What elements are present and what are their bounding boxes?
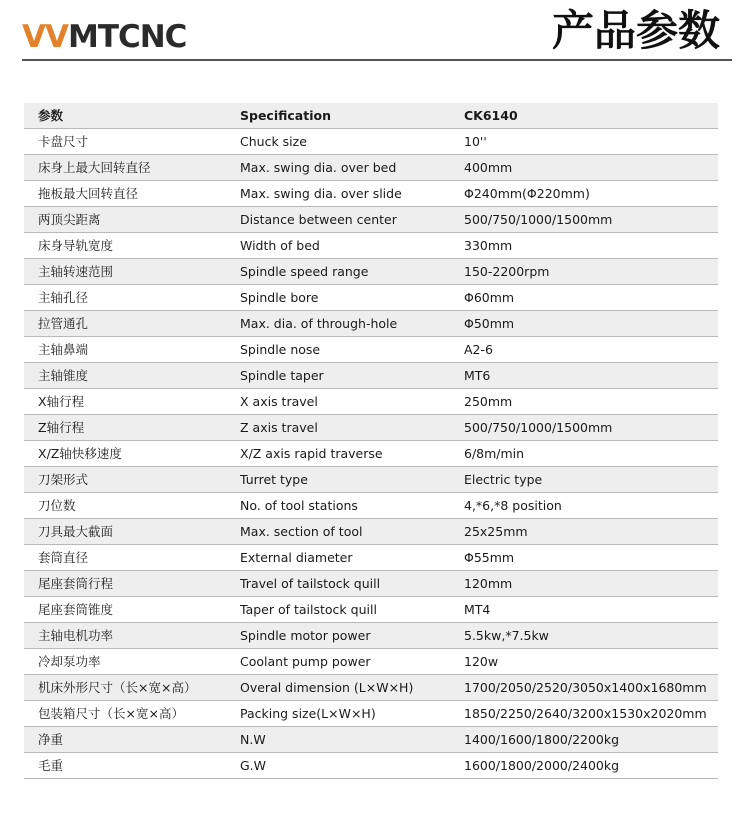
table-row xyxy=(24,363,718,389)
table-row xyxy=(24,441,718,467)
table-row xyxy=(24,233,718,259)
page-header xyxy=(0,0,750,62)
cell-value: 250mm xyxy=(450,389,718,415)
table-row xyxy=(24,155,718,181)
cell-param-cn: X轴行程 xyxy=(24,389,226,415)
cell-spec-en: Overal dimension (L×W×H) xyxy=(226,675,450,701)
logo-wordmark: MTCNC xyxy=(67,19,187,55)
cell-param-cn: 主轴鼻端 xyxy=(24,337,226,363)
cell-value: Φ50mm xyxy=(450,311,718,337)
cell-spec-en: X/Z axis rapid traverse xyxy=(226,441,450,467)
table-row xyxy=(24,467,718,493)
cell-param-cn: 拉管通孔 xyxy=(24,311,226,337)
header-model: CK6140 xyxy=(450,103,718,129)
cell-param-cn: 主轴转速范围 xyxy=(24,259,226,285)
cell-spec-en: Spindle motor power xyxy=(226,623,450,649)
table-row xyxy=(24,649,718,675)
cell-spec-en: Max. swing dia. over slide xyxy=(226,181,450,207)
cell-value: Φ60mm xyxy=(450,285,718,311)
cell-spec-en: N.W xyxy=(226,727,450,753)
cell-spec-en: Taper of tailstock quill xyxy=(226,597,450,623)
table-row xyxy=(24,311,718,337)
cell-value: 1850/2250/2640/3200x1530x2020mm xyxy=(450,701,718,727)
cell-spec-en: G.W xyxy=(226,753,450,779)
cell-value: 1400/1600/1800/2200kg xyxy=(450,727,718,753)
table-header-row xyxy=(24,103,718,129)
spec-table-body xyxy=(24,103,718,779)
cell-param-cn: 刀架形式 xyxy=(24,467,226,493)
cell-param-cn: X/Z轴快移速度 xyxy=(24,441,226,467)
cell-value: Φ55mm xyxy=(450,545,718,571)
cell-param-cn: 套筒直径 xyxy=(24,545,226,571)
cell-param-cn: 主轴锥度 xyxy=(24,363,226,389)
table-row xyxy=(24,181,718,207)
cell-spec-en: Spindle nose xyxy=(226,337,450,363)
cell-spec-en: Spindle taper xyxy=(226,363,450,389)
table-row xyxy=(24,285,718,311)
cell-param-cn: 刀位数 xyxy=(24,493,226,519)
table-row xyxy=(24,623,718,649)
cell-value: MT6 xyxy=(450,363,718,389)
logo-accent-mark: VV xyxy=(22,19,68,55)
cell-spec-en: Chuck size xyxy=(226,129,450,155)
header-param: 参数 xyxy=(24,103,226,129)
cell-spec-en: Distance between center xyxy=(226,207,450,233)
table-row xyxy=(24,675,718,701)
table-row xyxy=(24,207,718,233)
cell-value: 500/750/1000/1500mm xyxy=(450,415,718,441)
cell-value: 330mm xyxy=(450,233,718,259)
cell-spec-en: Max. dia. of through-hole xyxy=(226,311,450,337)
cell-value: 400mm xyxy=(450,155,718,181)
cell-param-cn: 冷却泵功率 xyxy=(24,649,226,675)
cell-spec-en: External diameter xyxy=(226,545,450,571)
spec-table xyxy=(24,103,718,779)
cell-param-cn: 拖板最大回转直径 xyxy=(24,181,226,207)
table-row xyxy=(24,571,718,597)
cell-param-cn: 主轴电机功率 xyxy=(24,623,226,649)
table-row xyxy=(24,727,718,753)
cell-param-cn: Z轴行程 xyxy=(24,415,226,441)
cell-value: 120w xyxy=(450,649,718,675)
cell-value: 1700/2050/2520/3050x1400x1680mm xyxy=(450,675,718,701)
cell-spec-en: Width of bed xyxy=(226,233,450,259)
cell-spec-en: Spindle speed range xyxy=(226,259,450,285)
cell-param-cn: 床身上最大回转直径 xyxy=(24,155,226,181)
cell-value: 6/8m/min xyxy=(450,441,718,467)
cell-value: Electric type xyxy=(450,467,718,493)
cell-spec-en: Spindle bore xyxy=(226,285,450,311)
cell-value: 150-2200rpm xyxy=(450,259,718,285)
cell-param-cn: 两顶尖距离 xyxy=(24,207,226,233)
table-row xyxy=(24,259,718,285)
cell-spec-en: X axis travel xyxy=(226,389,450,415)
brand-logo xyxy=(22,20,186,54)
cell-spec-en: Z axis travel xyxy=(226,415,450,441)
cell-spec-en: Max. section of tool xyxy=(226,519,450,545)
cell-spec-en: Coolant pump power xyxy=(226,649,450,675)
cell-value: Φ240mm(Φ220mm) xyxy=(450,181,718,207)
cell-spec-en: Max. swing dia. over bed xyxy=(226,155,450,181)
table-row xyxy=(24,389,718,415)
header-divider xyxy=(22,59,732,61)
cell-spec-en: No. of tool stations xyxy=(226,493,450,519)
table-row xyxy=(24,337,718,363)
table-row xyxy=(24,129,718,155)
table-row xyxy=(24,415,718,441)
cell-value: 10'' xyxy=(450,129,718,155)
table-row xyxy=(24,753,718,779)
table-row xyxy=(24,493,718,519)
cell-spec-en: Packing size(L×W×H) xyxy=(226,701,450,727)
cell-value: 25x25mm xyxy=(450,519,718,545)
table-row xyxy=(24,597,718,623)
cell-param-cn: 尾座套筒锥度 xyxy=(24,597,226,623)
table-row xyxy=(24,519,718,545)
cell-param-cn: 卡盘尺寸 xyxy=(24,129,226,155)
cell-param-cn: 机床外形尺寸（长×宽×高） xyxy=(24,675,226,701)
cell-value: 5.5kw,*7.5kw xyxy=(450,623,718,649)
cell-param-cn: 净重 xyxy=(24,727,226,753)
header-specification: Specification xyxy=(226,103,450,129)
cell-value: A2-6 xyxy=(450,337,718,363)
table-row xyxy=(24,701,718,727)
page-title: 产品参数 xyxy=(551,6,720,55)
cell-param-cn: 床身导轨宽度 xyxy=(24,233,226,259)
cell-value: 4,*6,*8 position xyxy=(450,493,718,519)
table-row xyxy=(24,545,718,571)
cell-spec-en: Travel of tailstock quill xyxy=(226,571,450,597)
cell-value: MT4 xyxy=(450,597,718,623)
cell-param-cn: 包装箱尺寸（长×宽×高） xyxy=(24,701,226,727)
cell-value: 1600/1800/2000/2400kg xyxy=(450,753,718,779)
cell-param-cn: 尾座套筒行程 xyxy=(24,571,226,597)
cell-value: 500/750/1000/1500mm xyxy=(450,207,718,233)
cell-param-cn: 主轴孔径 xyxy=(24,285,226,311)
cell-value: 120mm xyxy=(450,571,718,597)
cell-spec-en: Turret type xyxy=(226,467,450,493)
cell-param-cn: 刀具最大截面 xyxy=(24,519,226,545)
cell-param-cn: 毛重 xyxy=(24,753,226,779)
